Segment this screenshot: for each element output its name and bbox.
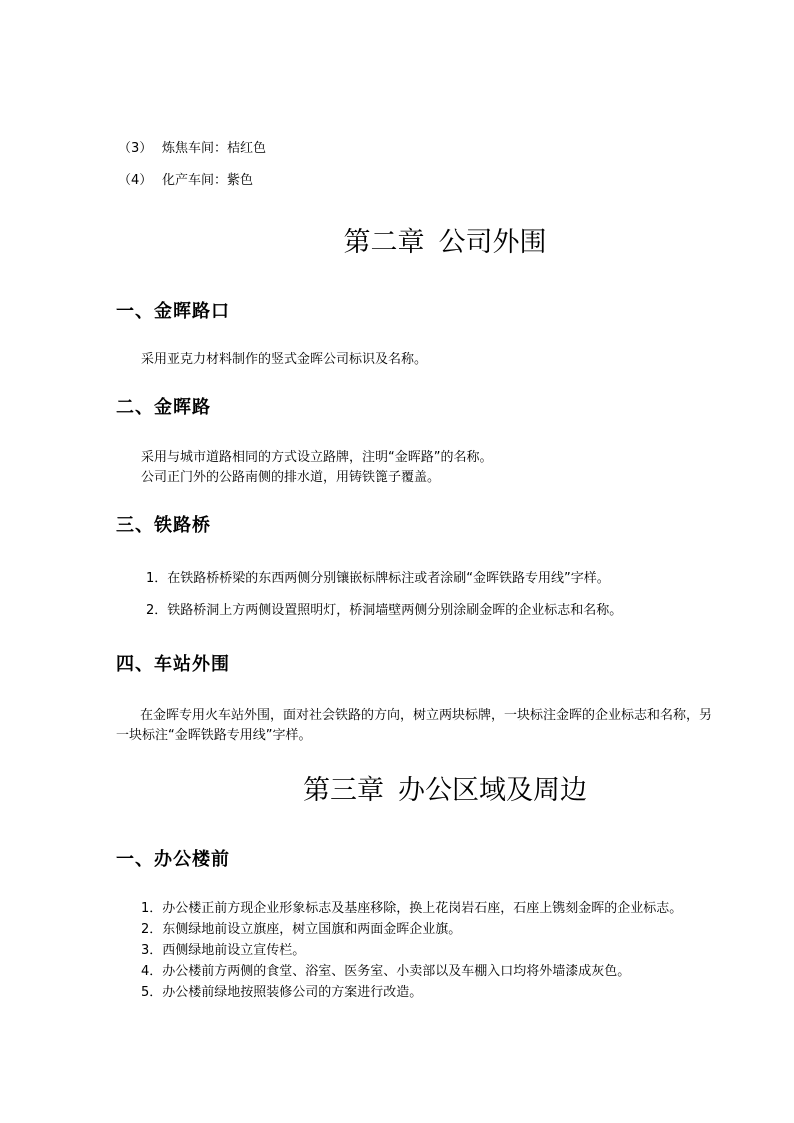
chapter-title (48, 775, 794, 807)
list-item: 1．在铁路桥桥梁的东西两侧分别镶嵌标牌标注或者涂刷“金晖铁路专用线”字样。 (146, 571, 610, 586)
list-item-text: 化产车间：紫色 (162, 173, 254, 188)
list-item-number: （4） (118, 173, 153, 188)
list-item-text: 炼焦车间：桔红色 (162, 141, 267, 156)
list-item (118, 173, 253, 189)
list-item: 2．铁路桥洞上方两侧设置照明灯，桥洞墙壁两侧分别涂刷金晖的企业标志和名称。 (146, 603, 623, 618)
list-item: 4．办公楼前方两侧的食堂、浴室、医务室、小卖部以及车棚入口均将外墙漆成灰色。 (141, 964, 631, 979)
list-item (118, 141, 266, 157)
paragraph: 采用亚克力材料制作的竖式金晖公司标识及名称。 (141, 352, 428, 367)
section-heading: 三、铁路桥 (116, 515, 211, 536)
paragraph: 公司正门外的公路南侧的排水道，用铸铁篦子覆盖。 (141, 470, 441, 485)
list-item-number: （3） (118, 141, 153, 156)
list-item: 5．办公楼前绿地按照装修公司的方案进行改造。 (141, 985, 423, 1000)
list-item: 1．办公楼正前方现企业形象标志及基座移除，换上花岗岩石座，石座上镌刻金晖的企业标志。 (141, 901, 683, 916)
chapter-name: 办公区域及周边 (398, 775, 587, 806)
chapter-number: 第二章 (343, 227, 425, 258)
section-heading: 四、车站外围 (116, 654, 230, 675)
list-item: 3．西侧绿地前设立宣传栏。 (141, 943, 306, 958)
chapter-name: 公司外围 (438, 227, 547, 258)
chapter-number: 第三章 (303, 775, 384, 806)
section-heading: 一、金晖路口 (116, 301, 230, 322)
chapter-title (48, 227, 794, 259)
section-heading: 一、办公楼前 (116, 849, 230, 870)
paragraph: 在金晖专用火车站外围，面对社会铁路的方向，树立两块标牌，一块标注金晖的企业标志和名称，另一块标注“金晖铁路专用线”字样。 (116, 708, 713, 743)
list-item: 2．东侧绿地前设立旗座，树立国旗和两面金晖企业旗。 (141, 922, 462, 937)
section-heading: 二、金晖路 (116, 397, 211, 418)
paragraph: 采用与城市道路相同的方式设立路牌，注明“金晖路”的名称。 (141, 450, 493, 465)
